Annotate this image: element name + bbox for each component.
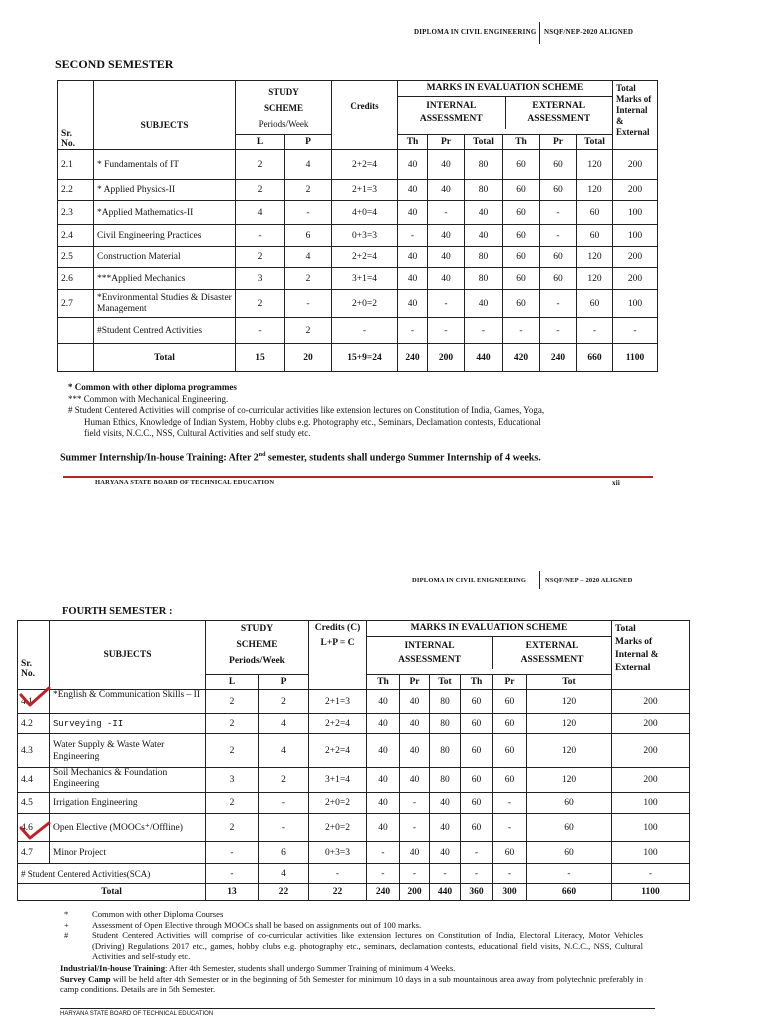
check-mark-icon [18, 820, 52, 842]
total-ext-pr: 240 [540, 344, 577, 372]
cell-credits: 2+0=2 [309, 814, 367, 842]
cell-P: 6 [259, 842, 309, 864]
cell-int-th: - [367, 842, 400, 864]
cell-ext-pr: - [493, 793, 527, 814]
cell-credits: 2+0=2 [309, 793, 367, 814]
sca-total: - [612, 864, 690, 884]
cell-int-pr: 40 [400, 690, 430, 714]
cell-sr: 4.1 [18, 690, 50, 714]
cell-total: 200 [612, 768, 690, 793]
cell-sr: 4.6 [18, 814, 50, 842]
page2-footer-left: HARYANA STATE BOARD OF TECHNICAL EDUCATION [60, 1011, 214, 1017]
cell-credits: 2+1=3 [332, 180, 398, 201]
cell-int-th: - [398, 318, 428, 344]
cell-subject: Construction Material [94, 247, 236, 268]
total-row [58, 344, 658, 372]
cell-int-th: 40 [398, 180, 428, 201]
page1-title: SECOND SEMESTER [55, 57, 174, 71]
cell-ext-th: 60 [503, 201, 540, 225]
page1-header-right: NSQF/NEP-2020 ALIGNED [544, 28, 634, 36]
total-ext-pr: 300 [493, 884, 527, 901]
industrial-training-note: Industrial/In-house Training: After 4th Semester, students shall undergo Summer Training of minimum 4 Weeks. [60, 962, 456, 973]
cell-ext-tot: 120 [577, 247, 613, 268]
sca-P: 4 [259, 864, 309, 884]
cell-ext-tot: 60 [577, 290, 613, 318]
col-int-th: Th [398, 135, 428, 150]
total-int-th: 240 [367, 884, 400, 901]
cell-subject: Irrigation Engineering [50, 793, 206, 814]
cell-sr: 2.6 [58, 268, 94, 290]
cell-ext-pr: 60 [493, 690, 527, 714]
col-study-scheme: STUDY SCHEME Periods/Week [236, 81, 332, 135]
cell-L: 2 [206, 814, 259, 842]
cell-int-tot: 80 [430, 734, 461, 768]
col-ext-pr: Pr [493, 675, 527, 690]
cell-int-pr: 40 [400, 714, 430, 734]
page1-footer-left: HARYANA STATE BOARD OF TECHNICAL EDUCATION [95, 479, 275, 486]
cell-ext-tot: 60 [577, 201, 613, 225]
cell-P: 6 [285, 225, 332, 247]
cell-L: 2 [206, 690, 259, 714]
total-P: 22 [259, 884, 309, 901]
cell-L: 2 [236, 180, 285, 201]
cell-ext-tot: 120 [577, 268, 613, 290]
total-ext-th: 360 [461, 884, 493, 901]
cell-int-tot: 80 [430, 690, 461, 714]
cell-int-tot: 40 [465, 225, 503, 247]
cell-subject: Civil Engineering Practices [94, 225, 236, 247]
total-ext-tot: 660 [527, 884, 612, 901]
cell-int-th: 40 [398, 201, 428, 225]
survey-camp-note: Survey Camp will be held after 4th Semester or in the beginning of 5th Semester for minimum 10 days in a sub mountainous area away from polytechnic preferably in camp conditions. Details are in 5th Semester. [60, 973, 643, 995]
cell-P: - [285, 290, 332, 318]
col-int-th: Th [367, 675, 400, 690]
cell-subject: *English & Communication Skills – II [50, 690, 206, 714]
cell-L: - [236, 225, 285, 247]
total-row [18, 884, 690, 901]
cell-int-pr: 40 [400, 768, 430, 793]
note-line: * Common with other diploma programmes [68, 382, 237, 392]
col-total-marks: Total Marks of Internal & External [613, 81, 658, 150]
cell-ext-pr: 60 [493, 734, 527, 768]
cell-ext-pr: 60 [540, 150, 577, 180]
cell-total: 100 [612, 842, 690, 864]
header-divider [539, 22, 540, 44]
cell-int-th: 40 [367, 734, 400, 768]
cell-P: - [259, 814, 309, 842]
cell-ext-pr: 60 [493, 842, 527, 864]
cell-ext-pr: 60 [540, 180, 577, 201]
check-mark-icon [18, 686, 52, 708]
cell-ext-tot: 120 [527, 734, 612, 768]
total-int-tot: 440 [430, 884, 461, 901]
note-line: Human Ethics, Knowledge of Indian System, Hobby clubs e.g. Photography etc., Seminars, Declamation contests, Educational [84, 416, 541, 427]
total-int-pr: 200 [400, 884, 430, 901]
total-L: 15 [236, 344, 285, 372]
cell-int-tot: 80 [465, 268, 503, 290]
col-P: P [285, 135, 332, 150]
cell-int-th: 40 [367, 690, 400, 714]
sca-ext-tot: - [527, 864, 612, 884]
cell-int-pr: 40 [428, 150, 465, 180]
cell-ext-th: 60 [461, 734, 493, 768]
cell-P: 2 [285, 318, 332, 344]
cell-L: 2 [206, 793, 259, 814]
sca-ext-th: - [461, 864, 493, 884]
table-row [18, 714, 690, 734]
cell-P: 2 [259, 768, 309, 793]
cell-ext-tot: 60 [527, 842, 612, 864]
page2-header-left: DIPLOMA IN CIVIL ENIGNEERING [412, 577, 527, 584]
cell-int-pr: - [400, 814, 430, 842]
cell-credits: 0+3=3 [309, 842, 367, 864]
col-int-pr: Pr [428, 135, 465, 150]
footer-rule [60, 1008, 655, 1009]
cell-ext-th: - [503, 318, 540, 344]
cell-int-th: 40 [398, 247, 428, 268]
cell-ext-th: 60 [461, 814, 493, 842]
cell-P: - [285, 201, 332, 225]
table-row [18, 814, 690, 842]
col-marks: MARKS IN EVALUATION SCHEME INTERNAL ASSESSMENT EXTERNAL ASSESSMENT [398, 81, 613, 135]
cell-ext-th: 60 [461, 690, 493, 714]
total-credits: 15+9=24 [332, 344, 398, 372]
total-int-th: 240 [398, 344, 428, 372]
col-P: P [259, 675, 309, 690]
cell-subject: *Applied Mathematics-II [94, 201, 236, 225]
note-line: + Assessment of Open Elective through MOOCs shall be based on assignments out of 100 marks. [64, 919, 422, 930]
total-L: 13 [206, 884, 259, 901]
col-ext-pr: Pr [540, 135, 577, 150]
col-int-tot: Tot [430, 675, 461, 690]
cell-int-th: 40 [367, 814, 400, 842]
cell-ext-tot: 120 [527, 690, 612, 714]
cell-L: - [236, 318, 285, 344]
cell-int-pr: 40 [428, 180, 465, 201]
cell-P: 4 [285, 247, 332, 268]
cell-subject: *Environmental Studies & Disaster Management [94, 290, 236, 318]
cell-P: 2 [259, 690, 309, 714]
cell-ext-pr: - [540, 201, 577, 225]
second-semester-table [57, 80, 658, 372]
cell-int-tot: 80 [430, 714, 461, 734]
cell-sr: 4.3 [18, 734, 50, 768]
cell-ext-th: 60 [461, 793, 493, 814]
col-ext-th: Th [503, 135, 540, 150]
cell-total: 200 [613, 247, 658, 268]
sca-int-pr: - [400, 864, 430, 884]
cell-total: 200 [613, 150, 658, 180]
cell-sr: 2.1 [58, 150, 94, 180]
cell-int-pr: 40 [428, 225, 465, 247]
cell-total: 100 [613, 225, 658, 247]
cell-sr: 4.2 [18, 714, 50, 734]
col-marks: MARKS IN EVALUATION SCHEME INTERNAL ASSESSMENT EXTERNAL ASSESSMENT [367, 621, 612, 675]
cell-ext-pr: 60 [493, 768, 527, 793]
col-L: L [236, 135, 285, 150]
cell-ext-th: 60 [503, 268, 540, 290]
note-line: # Student Centered Activities will comprise of co-curricular activities like extension lectures on Constitution of India, Electoral Literacy, Motor Vehicles (Driving) Regulations 2017 etc., games, hobby clubs e.g. photography etc., seminars, declamation contests, educational field visits, N.C.C., NSS, Cultural Activities and self-study etc. [64, 930, 643, 962]
page1-notes [68, 382, 648, 440]
cell-ext-tot: 60 [527, 814, 612, 842]
page2-header-right: NSQF/NEP – 2020 ALIGNED [545, 577, 633, 584]
cell-int-tot: 40 [430, 814, 461, 842]
cell-int-tot: - [465, 318, 503, 344]
cell-credits: 3+1=4 [309, 768, 367, 793]
total-grand: 1100 [613, 344, 658, 372]
total-label: Total [94, 344, 236, 372]
page2-notes [60, 909, 643, 995]
col-credits: Credits (C) L+P = C [309, 621, 367, 690]
table-row [58, 180, 658, 201]
total-int-pr: 200 [428, 344, 465, 372]
cell-ext-tot: - [577, 318, 613, 344]
cell-int-tot: 80 [465, 150, 503, 180]
fourth-semester-table [17, 620, 690, 901]
cell-int-th: 40 [398, 268, 428, 290]
cell-L: 2 [236, 150, 285, 180]
cell-subject: Open Elective (MOOCs⁺/Offline) [50, 814, 206, 842]
cell-subject: Soil Mechanics & Foundation Engineering [50, 768, 206, 793]
cell-total: 200 [613, 268, 658, 290]
sca-L: - [206, 864, 259, 884]
sca-row [18, 864, 690, 884]
cell-int-tot: 40 [430, 842, 461, 864]
cell-sr: 2.3 [58, 201, 94, 225]
cell-P: 4 [259, 734, 309, 768]
cell-ext-pr: - [493, 814, 527, 842]
cell-ext-th: - [461, 842, 493, 864]
cell-ext-th: 60 [503, 247, 540, 268]
cell-int-th: 40 [367, 768, 400, 793]
cell-credits: 2+2=4 [332, 247, 398, 268]
cell-int-th: 40 [367, 714, 400, 734]
total-grand: 1100 [612, 884, 690, 901]
cell-int-tot: 40 [465, 201, 503, 225]
table-row [58, 201, 658, 225]
cell-int-tot: 40 [430, 793, 461, 814]
cell-ext-tot: 60 [577, 225, 613, 247]
total-P: 20 [285, 344, 332, 372]
cell-int-th: 40 [367, 793, 400, 814]
cell-int-pr: 40 [400, 734, 430, 768]
col-int-total: Total [465, 135, 503, 150]
cell-P: 4 [285, 150, 332, 180]
cell-ext-tot: 120 [577, 150, 613, 180]
note-line: # Student Centered Activities will comprise of co-curricular activities like extension lectures on Constitution of India, Games, Yoga, [68, 405, 545, 415]
col-total-marks: Total Marks of Internal & External [612, 621, 690, 690]
table-row [18, 690, 690, 714]
cell-int-pr: - [428, 290, 465, 318]
cell-ext-tot: 120 [527, 714, 612, 734]
cell-int-pr: - [428, 201, 465, 225]
cell-sr: 2.7 [58, 290, 94, 318]
cell-int-pr: 40 [400, 842, 430, 864]
note-line: * Common with other Diploma Courses [64, 909, 224, 919]
cell-sr: 4.7 [18, 842, 50, 864]
footer-rule [63, 476, 653, 478]
col-int-pr: Pr [400, 675, 430, 690]
cell-int-tot: 80 [430, 768, 461, 793]
cell-ext-pr: - [540, 290, 577, 318]
cell-ext-pr: 60 [540, 268, 577, 290]
cell-total: 200 [612, 714, 690, 734]
table-row [58, 318, 658, 344]
cell-L: - [206, 842, 259, 864]
col-sr: Sr. No. [58, 81, 94, 150]
total-label: Total [18, 884, 206, 901]
cell-ext-th: 60 [503, 290, 540, 318]
cell-P: - [259, 793, 309, 814]
col-L: L [206, 675, 259, 690]
cell-L: 2 [236, 247, 285, 268]
cell-subject: Minor Project [50, 842, 206, 864]
cell-credits: 3+1=4 [332, 268, 398, 290]
cell-total: 100 [613, 201, 658, 225]
table-row [18, 842, 690, 864]
cell-sr: 4.4 [18, 768, 50, 793]
cell-credits: 2+2=4 [309, 734, 367, 768]
page2-title: FOURTH SEMESTER : [62, 606, 173, 617]
table-row [18, 793, 690, 814]
cell-subject: Surveying -II [50, 714, 206, 734]
cell-ext-th: 60 [461, 714, 493, 734]
cell-int-pr: 40 [428, 268, 465, 290]
cell-subject: ***Applied Mechanics [94, 268, 236, 290]
table-row [58, 225, 658, 247]
note-line: *** Common with Mechanical Engineering. [68, 393, 229, 404]
col-ext-total: Total [577, 135, 613, 150]
cell-ext-th: 60 [503, 225, 540, 247]
col-subjects: SUBJECTS [94, 81, 236, 150]
cell-P: 4 [259, 714, 309, 734]
cell-P: 2 [285, 268, 332, 290]
cell-int-pr: - [428, 318, 465, 344]
cell-ext-tot: 120 [577, 180, 613, 201]
col-credits: Credits [332, 81, 398, 150]
cell-subject: Water Supply & Waste Water Engineering [50, 734, 206, 768]
cell-L: 3 [206, 768, 259, 793]
cell-L: 3 [236, 268, 285, 290]
cell-total: 100 [612, 814, 690, 842]
cell-int-tot: 40 [465, 290, 503, 318]
cell-credits: 2+2=4 [332, 150, 398, 180]
cell-int-tot: 80 [465, 247, 503, 268]
cell-credits: - [332, 318, 398, 344]
total-credits: 22 [309, 884, 367, 901]
cell-sr [58, 318, 94, 344]
page1-footer-page: xii [612, 479, 620, 487]
cell-L: 4 [236, 201, 285, 225]
cell-credits: 2+2=4 [309, 714, 367, 734]
cell-subject: #Student Centred Activities [94, 318, 236, 344]
sca-int-tot: - [430, 864, 461, 884]
cell-sr: 2.2 [58, 180, 94, 201]
table-row [18, 768, 690, 793]
cell-credits: 2+1=3 [309, 690, 367, 714]
cell-total: 100 [613, 290, 658, 318]
table-row [18, 734, 690, 768]
table-row [58, 247, 658, 268]
cell-int-th: - [398, 225, 428, 247]
cell-ext-pr: - [540, 225, 577, 247]
cell-ext-tot: 60 [527, 793, 612, 814]
cell-L: 2 [206, 714, 259, 734]
cell-sr: 4.5 [18, 793, 50, 814]
cell-sr: 2.5 [58, 247, 94, 268]
cell-credits: 2+0=2 [332, 290, 398, 318]
sca-credits: - [309, 864, 367, 884]
cell-ext-tot: 120 [527, 768, 612, 793]
cell-int-pr: 40 [428, 247, 465, 268]
cell-ext-th: 60 [503, 150, 540, 180]
sca-label: # Student Centered Activities(SCA) [18, 864, 206, 884]
col-subjects: SUBJECTS [50, 621, 206, 690]
col-study-scheme: STUDY SCHEME Periods/Week [206, 621, 309, 675]
cell-credits: 4+0=4 [332, 201, 398, 225]
table-row [58, 290, 658, 318]
cell-int-tot: 80 [465, 180, 503, 201]
page1-header-left: DIPLOMA IN CIVIL ENGINEERING [414, 28, 537, 36]
cell-ext-th: 60 [503, 180, 540, 201]
cell-ext-th: 60 [461, 768, 493, 793]
cell-total: 200 [613, 180, 658, 201]
cell-L: 2 [236, 290, 285, 318]
note-line: field visits, N.C.C., NSS, Cultural Activities and self study etc. [84, 428, 311, 438]
total-ext-total: 660 [577, 344, 613, 372]
cell-P: 2 [285, 180, 332, 201]
sca-int-th: - [367, 864, 400, 884]
total-ext-th: 420 [503, 344, 540, 372]
table-row [58, 268, 658, 290]
col-ext-tot: Tot [527, 675, 612, 690]
cell-L: 2 [206, 734, 259, 768]
cell-total: 200 [612, 690, 690, 714]
col-ext-th: Th [461, 675, 493, 690]
summer-internship-note: Summer Internship/In-house Training: After 2nd semester, students shall undergo Summer Internship of 4 weeks. [60, 452, 541, 464]
cell-total: - [613, 318, 658, 344]
cell-int-pr: - [400, 793, 430, 814]
cell-int-th: 40 [398, 150, 428, 180]
sca-ext-pr: - [493, 864, 527, 884]
cell-total: 200 [612, 734, 690, 768]
cell-ext-pr: - [540, 318, 577, 344]
cell-subject: * Applied Physics-II [94, 180, 236, 201]
cell-int-th: 40 [398, 290, 428, 318]
cell-sr: 2.4 [58, 225, 94, 247]
table-row [58, 150, 658, 180]
cell-total: 100 [612, 793, 690, 814]
total-int-total: 440 [465, 344, 503, 372]
header-divider [539, 571, 540, 589]
cell-ext-pr: 60 [493, 714, 527, 734]
cell-ext-pr: 60 [540, 247, 577, 268]
col-sr: Sr. No. [18, 621, 50, 690]
cell-credits: 0+3=3 [332, 225, 398, 247]
cell-subject: * Fundamentals of IT [94, 150, 236, 180]
